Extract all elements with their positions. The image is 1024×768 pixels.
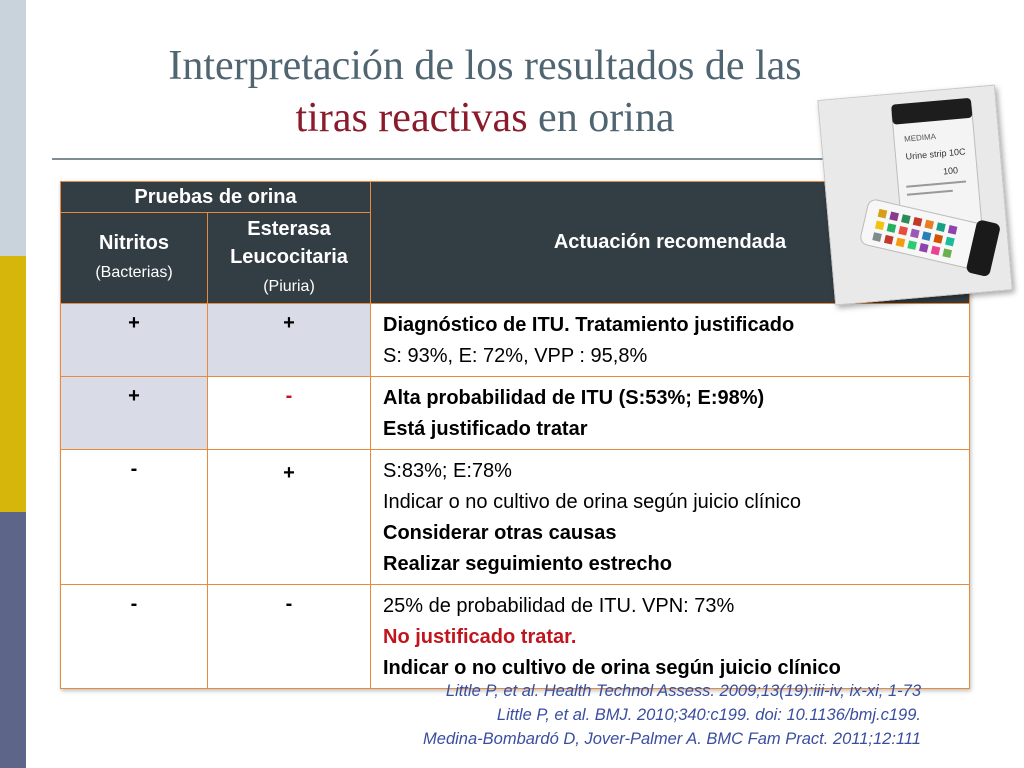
action-line: S: 93%, E: 72%, VPP : 95,8% <box>383 345 648 367</box>
action-line: Indicar o no cultivo de orina según juicio clínico <box>383 491 802 513</box>
header-nitritos-label: Nitritos <box>99 232 169 254</box>
header-esterasa-sub: (Piuria) <box>263 278 315 295</box>
cell-nitritos: - <box>61 450 208 585</box>
title-divider <box>52 158 914 160</box>
header-nitritos <box>61 213 208 304</box>
action-line: Diagnóstico de ITU. Tratamiento justificado <box>383 314 795 336</box>
table-row <box>61 450 970 585</box>
bottle-count: 100 <box>942 165 959 177</box>
action-line: Realizar seguimiento estrecho <box>383 553 672 575</box>
references <box>423 679 921 751</box>
cell-actuacion <box>371 450 970 585</box>
bottle-product: Urine strip 10C <box>905 146 966 162</box>
action-line: Indicar o no cultivo de orina según juicio clínico <box>383 657 841 679</box>
cell-actuacion <box>371 304 970 377</box>
cell-esterasa: - <box>208 377 371 450</box>
header-esterasa-label-2: Leucocitaria <box>230 246 348 268</box>
action-line: Alta probabilidad de ITU (S:53%; E:98%) <box>383 387 765 409</box>
left-bar-yellow <box>0 256 26 512</box>
header-nitritos-sub: (Bacterias) <box>95 264 173 281</box>
header-esterasa-label-1: Esterasa <box>247 218 331 240</box>
reference-item: Little P, et al. Health Technol Assess. 2009;13(19):iii-iv, ix-xi, 1-73 <box>445 682 921 700</box>
reagent-strips-photo <box>817 85 1012 306</box>
title-line-2 <box>60 92 910 144</box>
cell-nitritos: - <box>61 585 208 689</box>
reference-item: Medina-Bombardó D, Jover-Palmer A. BMC Fam Pract. 2011;12:111 <box>423 730 921 748</box>
action-line: No justificado tratar. <box>383 626 577 648</box>
cell-nitritos: + <box>61 377 208 450</box>
header-pruebas: Pruebas de orina <box>61 182 371 213</box>
table-row <box>61 585 970 689</box>
cell-actuacion <box>371 377 970 450</box>
cell-esterasa: + <box>208 450 371 585</box>
cell-nitritos: + <box>61 304 208 377</box>
action-line: Está justificado tratar <box>383 418 588 440</box>
slide-title <box>60 40 910 144</box>
reference-item: Little P, et al. BMJ. 2010;340:c199. doi: 10.1136/bmj.c199. <box>496 706 921 724</box>
left-bar-gray <box>0 0 26 256</box>
table-row <box>61 304 970 377</box>
title-accent: tiras reactivas <box>295 95 528 141</box>
header-actuacion: Actuación recomendada <box>371 182 970 304</box>
bottle-brand: MEDIMA <box>903 131 937 144</box>
action-line: 25% de probabilidad de ITU. VPN: 73% <box>383 595 735 617</box>
cell-actuacion <box>371 585 970 689</box>
table-row <box>61 377 970 450</box>
title-line-1: Interpretación de los resultados de las <box>168 43 802 89</box>
left-bar-navy <box>0 512 26 768</box>
action-line: Considerar otras causas <box>383 522 617 544</box>
reagent-strips-image <box>818 86 1011 305</box>
action-line: S:83%; E:78% <box>383 460 512 482</box>
header-esterasa <box>208 213 371 304</box>
cell-esterasa: + <box>208 304 371 377</box>
cell-esterasa: - <box>208 585 371 689</box>
title-rest: en orina <box>527 95 675 141</box>
